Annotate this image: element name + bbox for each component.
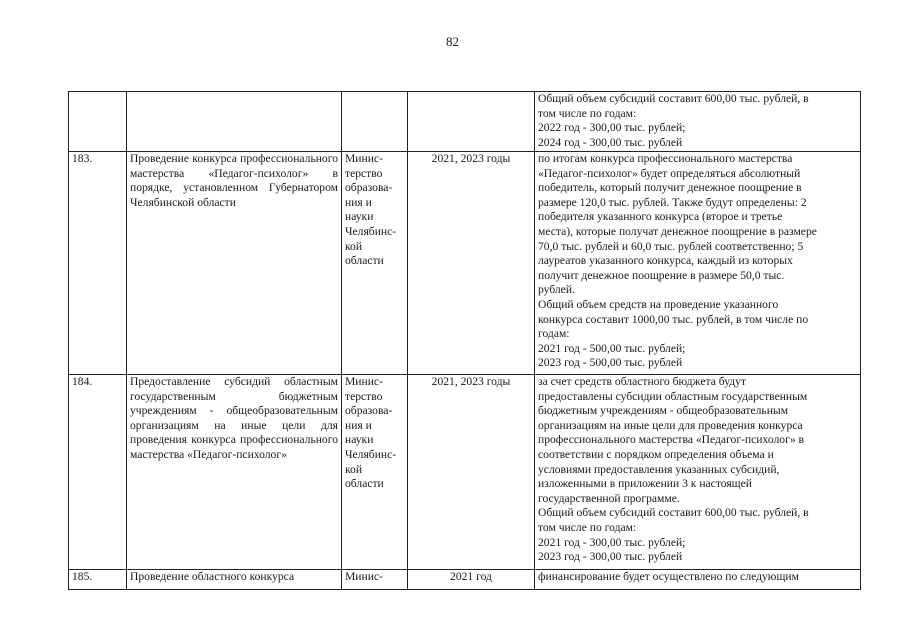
executor-line: кой (345, 239, 363, 253)
executor-line: образова- (345, 181, 393, 195)
executor-line: Челябинс- (345, 224, 397, 238)
result-line: 2022 год - 300,00 тыс. рублей; (538, 121, 686, 135)
result-line: по итогам конкурса профессионального мастерства (538, 152, 793, 165)
measure-name: Проведение областного конкурса (127, 570, 342, 590)
result-line: места), которые получат денежное поощрение в размере (538, 224, 817, 238)
table-row (69, 570, 861, 590)
table-body (69, 92, 861, 590)
table-row (69, 375, 861, 570)
result-line: рублей. (538, 283, 575, 297)
measure-name: Предоставление субсидий областным государственным бюджетным учреждениям - общеобразовательным организациям на иные цели для проведения конкурса профессионального мастерства «Педагог-психолог» (127, 375, 342, 570)
executor (342, 92, 408, 152)
result-line: 2021 год - 500,00 тыс. рублей; (538, 341, 686, 355)
row-number (69, 92, 127, 152)
result-line: Общий объем субсидий составит 600,00 тыс. рублей, в (538, 506, 809, 520)
result-line: Общий объем средств на проведение указанного (538, 297, 779, 311)
executor-line: ния и (345, 418, 372, 432)
result-line: 2023 год - 300,00 тыс. рублей (538, 550, 683, 564)
result-line: предоставлены субсидии областным государственным (538, 389, 808, 403)
executor-line: области (345, 254, 384, 268)
result-line: получит денежное поощрение в размере 50,0 тыс. (538, 268, 785, 282)
term: 2021, 2023 годы (408, 375, 535, 570)
result-line: 2023 год - 500,00 тыс. рублей (538, 356, 683, 370)
term: 2021, 2023 годы (408, 152, 535, 375)
result-line: соответствии с порядком определения объема и (538, 447, 774, 461)
row-number: 184. (69, 375, 127, 570)
result-line: бюджетным учреждениям - общеобразовательным (538, 404, 789, 418)
row-number: 185. (69, 570, 127, 590)
result-line: профессионального мастерства «Педагог-психолог» в (538, 433, 805, 447)
result-line: Общий объем субсидий составит 600,00 тыс. рублей, в (538, 92, 809, 105)
expected-result (535, 152, 861, 375)
result-line: условиями предоставления указанных субсидий, (538, 462, 780, 476)
executor-line: Минис- (345, 152, 383, 165)
term (408, 92, 535, 152)
term: 2021 год (408, 570, 535, 590)
executor-line: ния и (345, 195, 372, 209)
program-measures-table (68, 91, 861, 590)
page-number: 82 (446, 34, 459, 49)
executor-line: Минис- (345, 570, 383, 583)
executor-line: образова- (345, 404, 393, 418)
expected-result (535, 375, 861, 570)
executor (342, 570, 408, 590)
result-line: «Педагог-психолог» будет определяться абсолютный (538, 166, 801, 180)
result-line: изложенными в приложении 3 к настоящей (538, 477, 752, 491)
result-line: за счет средств областного бюджета будут (538, 375, 747, 388)
result-line: финансирование будет осуществлено по следующим (538, 570, 799, 583)
result-line: победителя указанного конкурса (второе и третье (538, 210, 783, 224)
table-row (69, 152, 861, 375)
executor-line: Минис- (345, 375, 383, 388)
executor-line: терство (345, 389, 383, 403)
result-line: государственной программе. (538, 491, 680, 505)
measure-name: Проведение конкурса профессионального мастерства «Педагог-психолог» в порядке, установленном Губернатором Челябинской области (127, 152, 342, 375)
executor-line: науки (345, 433, 374, 447)
measure-name (127, 92, 342, 152)
executor (342, 152, 408, 375)
table-row (69, 92, 861, 152)
expected-result (535, 570, 861, 590)
result-line: лауреатов указанного конкурса, каждый из которых (538, 254, 793, 268)
result-line: конкурса составит 1000,00 тыс. рублей, в том числе по (538, 312, 809, 326)
result-line: 70,0 тыс. рублей и 60,0 тыс. рублей соответственно; 5 (538, 239, 804, 253)
executor-line: Челябинс- (345, 447, 397, 461)
result-line: годам: (538, 327, 570, 341)
result-line: том числе по годам: (538, 520, 637, 534)
result-line: победитель, который получит денежное поощрение в (538, 181, 802, 195)
result-line: 2024 год - 300,00 тыс. рублей (538, 135, 683, 149)
executor-line: терство (345, 166, 383, 180)
executor (342, 375, 408, 570)
executor-line: кой (345, 462, 363, 476)
result-line: том числе по годам: (538, 106, 637, 120)
executor-line: области (345, 477, 384, 491)
expected-result (535, 92, 861, 152)
result-line: 2021 год - 300,00 тыс. рублей; (538, 535, 686, 549)
executor-line: науки (345, 210, 374, 224)
result-line: организациям на иные цели для проведения конкурса (538, 418, 803, 432)
result-line: размере 120,0 тыс. рублей. Также будут определены: 2 (538, 195, 807, 209)
row-number: 183. (69, 152, 127, 375)
